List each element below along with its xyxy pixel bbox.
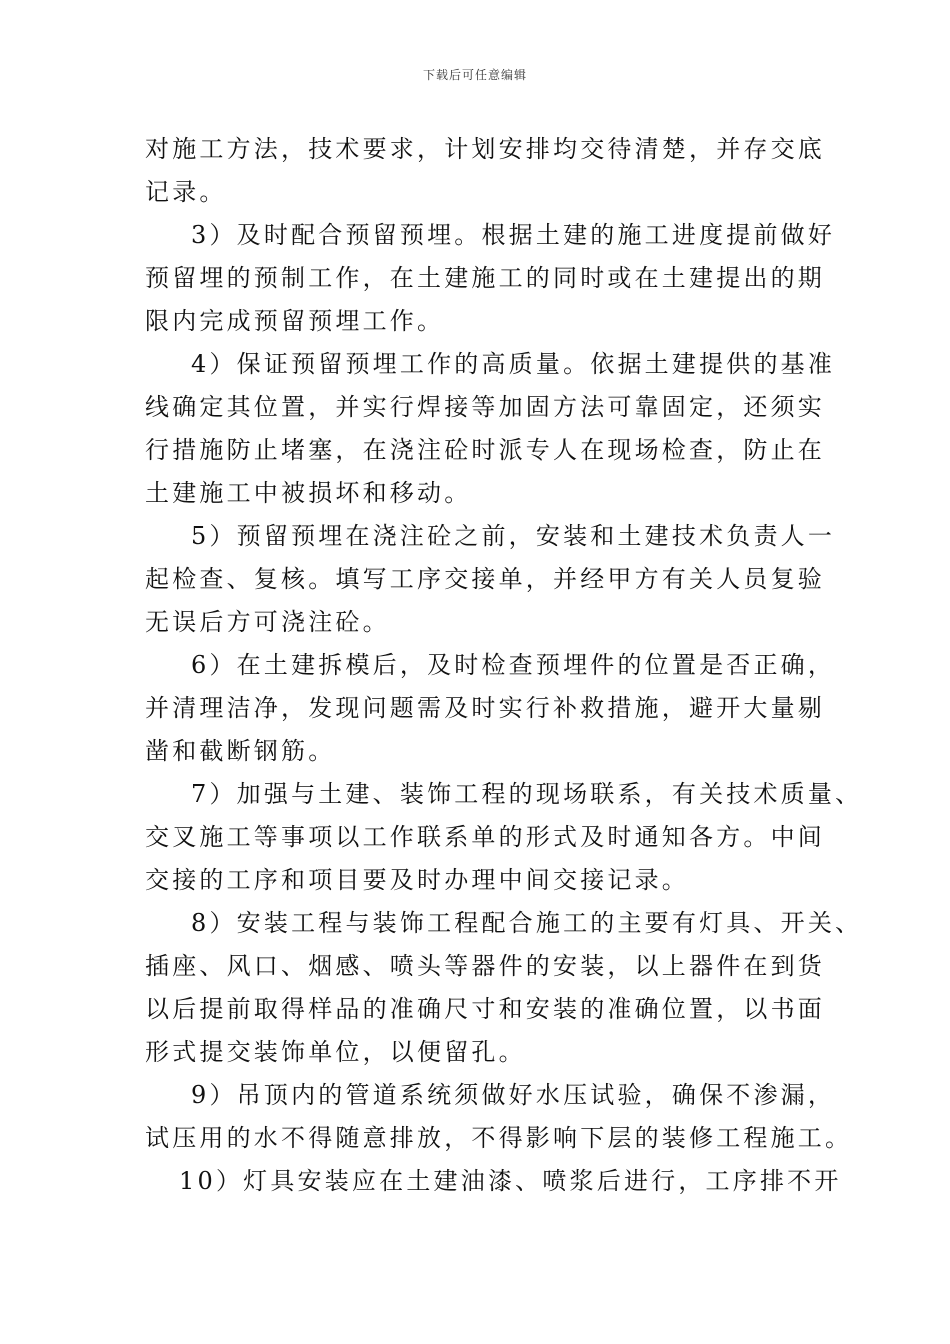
text-line: 并清理洁净，发现问题需及时实行补救措施，避开大量剔 [145,694,825,722]
item-5-first-line: 5）预留预埋在浇注砼之前，安装和土建技术负责人一 [191,522,836,550]
item-9-first-line: 9）吊顶内的管道系统须做好水压试验，确保不渗漏， [191,1081,836,1109]
text-line: 交叉施工等事项以工作联系单的形式及时通知各方。中间 [145,823,825,851]
item-7-first-line: 7）加强与土建、装饰工程的现场联系，有关技术质量、 [191,780,863,808]
text-line: 土建施工中被损坏和移动。 [145,479,472,507]
text-line: 试压用的水不得随意排放，不得影响下层的装修工程施工。 [145,1124,853,1152]
text-line: 形式提交装饰单位，以便留孔。 [145,1038,526,1066]
text-line: 交接的工序和项目要及时办理中间交接记录。 [145,866,689,894]
text-line: 行措施防止堵塞，在浇注砼时派专人在现场检查，防止在 [145,436,825,464]
text-line: 记录。 [145,178,227,206]
text-line: 插座、风口、烟感、喷头等器件的安装，以上器件在到货 [145,952,825,980]
text-line: 起检查、复核。填写工序交接单，并经甲方有关人员复验 [145,565,825,593]
text-line: 限内完成预留预埋工作。 [145,307,445,335]
text-line: 预留埋的预制工作，在土建施工的同时或在土建提出的期 [145,264,825,292]
item-10-first-line: 10）灯具安装应在土建油漆、喷浆后进行，工序排不开 [179,1167,842,1195]
text-line: 无误后方可浇注砼。 [145,608,390,636]
text-line: 对施工方法，技术要求，计划安排均交待清楚，并存交底 [145,135,825,163]
item-3-first-line: 3）及时配合预留预埋。根据土建的施工进度提前做好 [191,221,836,249]
item-4-first-line: 4）保证预留预埋工作的高质量。依据土建提供的基准 [191,350,836,378]
text-line: 凿和截断钢筋。 [145,737,336,765]
text-line: 线确定其位置，并实行焊接等加固方法可靠固定，还须实 [145,393,825,421]
item-8-first-line: 8）安装工程与装饰工程配合施工的主要有灯具、开关、 [191,909,863,937]
document-body [145,128,863,1203]
item-6-first-line: 6）在土建拆模后，及时检查预埋件的位置是否正确， [191,651,836,679]
text-line: 以后提前取得样品的准确尺寸和安装的准确位置，以书面 [145,995,825,1023]
page-header: 下载后可任意编辑 [422,68,527,82]
